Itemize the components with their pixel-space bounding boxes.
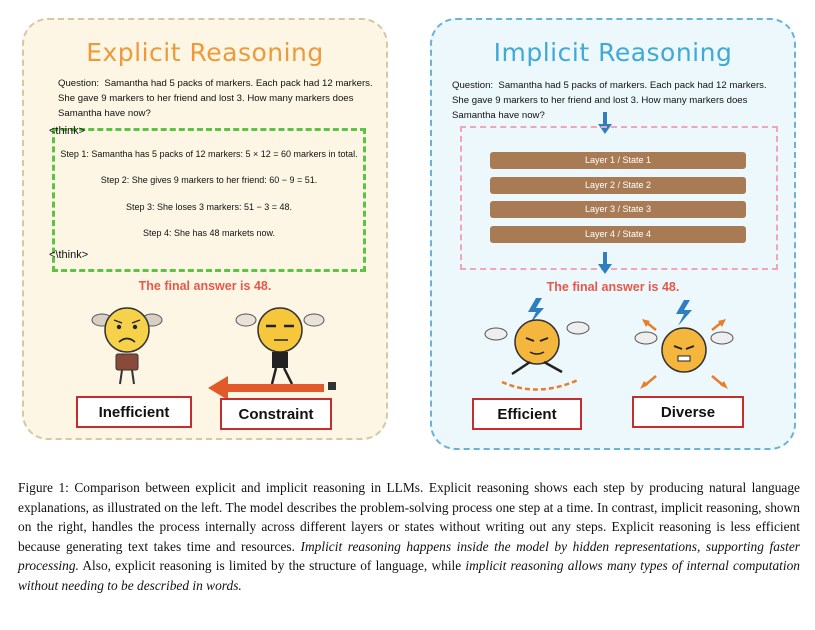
caption-italic: implicit reasoning allows many types of internal computation without needing to be described in words. [18,558,801,593]
implicit-reasoning-panel [430,18,796,450]
explicit-title: Explicit Reasoning [86,38,324,67]
layer-bar: Layer 4 / State 4 [490,226,746,243]
efficient-label: Efficient [472,398,582,430]
reasoning-step: Step 1: Samantha has 5 packs of 12 markers: 5 × 12 = 60 markers in total. [60,149,358,159]
think-box [49,125,366,272]
layer-bar: Layer 3 / State 3 [490,201,746,218]
diverse-character-illustration [634,300,734,400]
reasoning-step: Step 4: She has 48 markets now. [142,228,276,238]
hidden-layers-box [460,126,778,270]
caption-italic: Implicit reasoning happens inside the model by hidden representations, supporting faster processing. [18,538,800,573]
implicit-title: Implicit Reasoning [493,38,733,67]
reasoning-step: Step 2: She gives 9 markers to her friend: 60 − 9 = 51. [100,175,318,185]
question-line: Samantha had 5 packs of markers. Each pack had 12 markers. [104,78,373,89]
think-open-tag: <think> [49,125,86,137]
explicit-question [58,76,378,121]
constraint-label: Constraint [220,398,332,430]
constraint-character-illustration [202,298,352,398]
question-label: Question: [452,80,494,91]
question-line: She gave 9 markers to her friend and lost 3. How many markers does [452,95,748,106]
inefficient-label: Inefficient [76,396,192,428]
caption-text: Also, explicit reasoning is limited by the structure of language, while [82,558,462,573]
figure-caption [18,478,800,595]
down-arrow-icon [598,252,612,274]
implicit-final-answer: The final answer is 48. [546,280,680,294]
explicit-reasoning-panel [22,18,388,440]
question-label: Question: [58,78,100,89]
question-line: Samantha have now? [58,108,151,119]
implicit-question [452,78,782,123]
sad-character-illustration [92,302,162,392]
explicit-final-answer: The final answer is 48. [138,279,272,293]
efficient-character-illustration [482,298,592,398]
layer-bar: Layer 1 / State 1 [490,152,746,169]
question-line: Samantha had 5 packs of markers. Each pack had 12 markers. [498,80,767,91]
caption-text: Figure 1: Comparison between explicit and implicit reasoning in LLMs. Explicit reasoning shows each step by producing natural language explanations, as illustrated on the left. The model describes the problem-solving process one step at a time. In contrast, implicit reasoning, shown on the right, handles the process internally across different layers or states without writing out any steps. Explicit reasoning is less efficient because generating text takes time and resources. [18,480,800,554]
diverse-label: Diverse [632,396,744,428]
question-line: She gave 9 markers to her friend and lost 3. How many markers does [58,93,354,104]
question-line: Samantha have now? [452,110,545,121]
layer-bar: Layer 2 / State 2 [490,177,746,194]
reasoning-step: Step 3: She loses 3 markers: 51 − 3 = 48. [125,202,293,212]
think-close-tag: <\think> [49,249,89,261]
